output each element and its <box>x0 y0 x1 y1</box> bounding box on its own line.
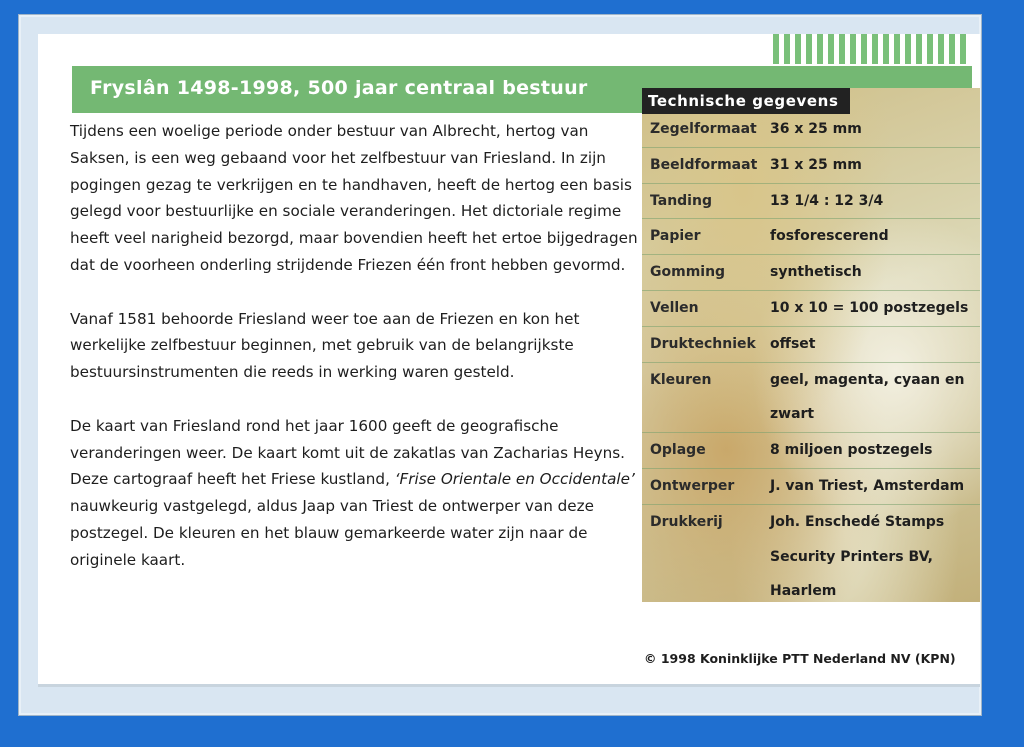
spec-row <box>642 468 980 504</box>
spec-row <box>642 432 980 468</box>
copyright-notice: © 1998 Koninklijke PTT Nederland NV (KPN) <box>644 651 956 666</box>
paragraph-2: Vanaf 1581 behoorde Friesland weer toe aan de Friezen en kon het werkelijke zelfbestuur beginnen, met gebruik van de belangrijkste bestuursinstrumenten die reeds in werking waren gesteld. <box>70 309 580 382</box>
spec-value-line: 31 x 25 mm <box>770 156 862 173</box>
spec-value <box>770 327 978 362</box>
spec-value <box>770 112 978 147</box>
spec-value <box>770 184 978 219</box>
technical-data-header: Technische gegevens <box>642 88 850 114</box>
spec-row <box>642 290 980 326</box>
spec-row <box>642 147 980 183</box>
spec-value-line: J. van Triest, Amsterdam <box>770 477 965 494</box>
spec-row <box>642 504 980 602</box>
paragraph-3-emphasis: ‘Frise Orientale en Occidentale’ <box>394 470 635 489</box>
spec-value-line: Security Printers BV, <box>770 548 933 565</box>
spec-value-line: Joh. Enschedé Stamps <box>770 513 945 530</box>
spec-label: Druktechniek <box>650 335 756 352</box>
decorative-stripes <box>768 34 968 64</box>
spec-row <box>642 254 980 290</box>
spec-row <box>642 183 980 219</box>
spec-label: Drukkerij <box>650 513 723 530</box>
spec-value <box>770 219 978 254</box>
spec-value <box>770 505 978 602</box>
spec-label: Oplage <box>650 442 706 459</box>
spec-label: Vellen <box>650 299 699 316</box>
paragraph-3-before: De kaart van Friesland rond het jaar 1600 geeft de geografische veranderingen weer. De kaart komt uit de zakatlas van Zacharias Heyns. Deze cartograaf heeft het Friese kustland, <box>70 416 625 489</box>
spec-label: Tanding <box>650 192 712 209</box>
technical-data-panel <box>642 88 980 602</box>
spec-value-line: Haarlem <box>770 583 837 600</box>
paragraph-3-after: nauwkeurig vastgelegd, aldus Jaap van Triest de ontwerper van deze postzegel. De kleuren en het blauw gemarkeerde water zijn naar de originele kaart. <box>70 497 594 569</box>
spec-value <box>770 363 978 433</box>
spec-value-line: synthetisch <box>770 264 862 281</box>
spec-value-line: 10 x 10 = 100 postzegels <box>770 299 969 316</box>
spec-label: Beeldformaat <box>650 156 758 173</box>
spec-row <box>642 326 980 362</box>
spec-label: Kleuren <box>650 371 712 388</box>
spec-value <box>770 255 978 290</box>
spec-value <box>770 433 978 468</box>
spec-value <box>770 148 978 183</box>
paragraph-1: Tijdens een woelige periode onder bestuur van Albrecht, hertog van Saksen, is een weg gebaand voor het zelfbestuur van Friesland. In zijn pogingen gezag te verkrijgen en te handhaven, heeft de hertog een basis gelegd voor bestuurlijke en sociale veranderingen. Het dictoriale regime heeft veel narigheid bezorgd, maar bovendien heeft het ertoe bijgedragen dat de voorheen onderling strijdende Friezen één front hebben gevormd. <box>70 122 638 274</box>
spec-value-line: 8 miljoen postzegels <box>770 442 933 459</box>
spec-row <box>642 112 980 147</box>
spec-label: Zegelformaat <box>650 121 757 137</box>
spec-row <box>642 362 980 433</box>
spec-value-line: zwart <box>770 406 815 423</box>
description-text <box>70 118 640 600</box>
spec-value-line: offset <box>770 335 816 352</box>
spec-value-line: 13 1/4 : 12 3/4 <box>770 192 884 209</box>
spec-row <box>642 218 980 254</box>
spec-table <box>642 112 980 602</box>
spec-value-line: 36 x 25 mm <box>770 121 862 137</box>
spec-label: Ontwerper <box>650 477 735 494</box>
spec-value <box>770 469 978 504</box>
spec-value-line: geel, magenta, cyaan en <box>770 371 965 388</box>
paragraph-3 <box>70 413 640 574</box>
spec-label: Gomming <box>650 264 726 281</box>
info-card <box>38 34 980 687</box>
spec-value <box>770 291 978 326</box>
spec-value-line: fosforescerend <box>770 228 889 245</box>
spec-label: Papier <box>650 228 701 245</box>
page-title: Fryslân 1498-1998, 500 jaar centraal bestuur <box>90 77 588 99</box>
